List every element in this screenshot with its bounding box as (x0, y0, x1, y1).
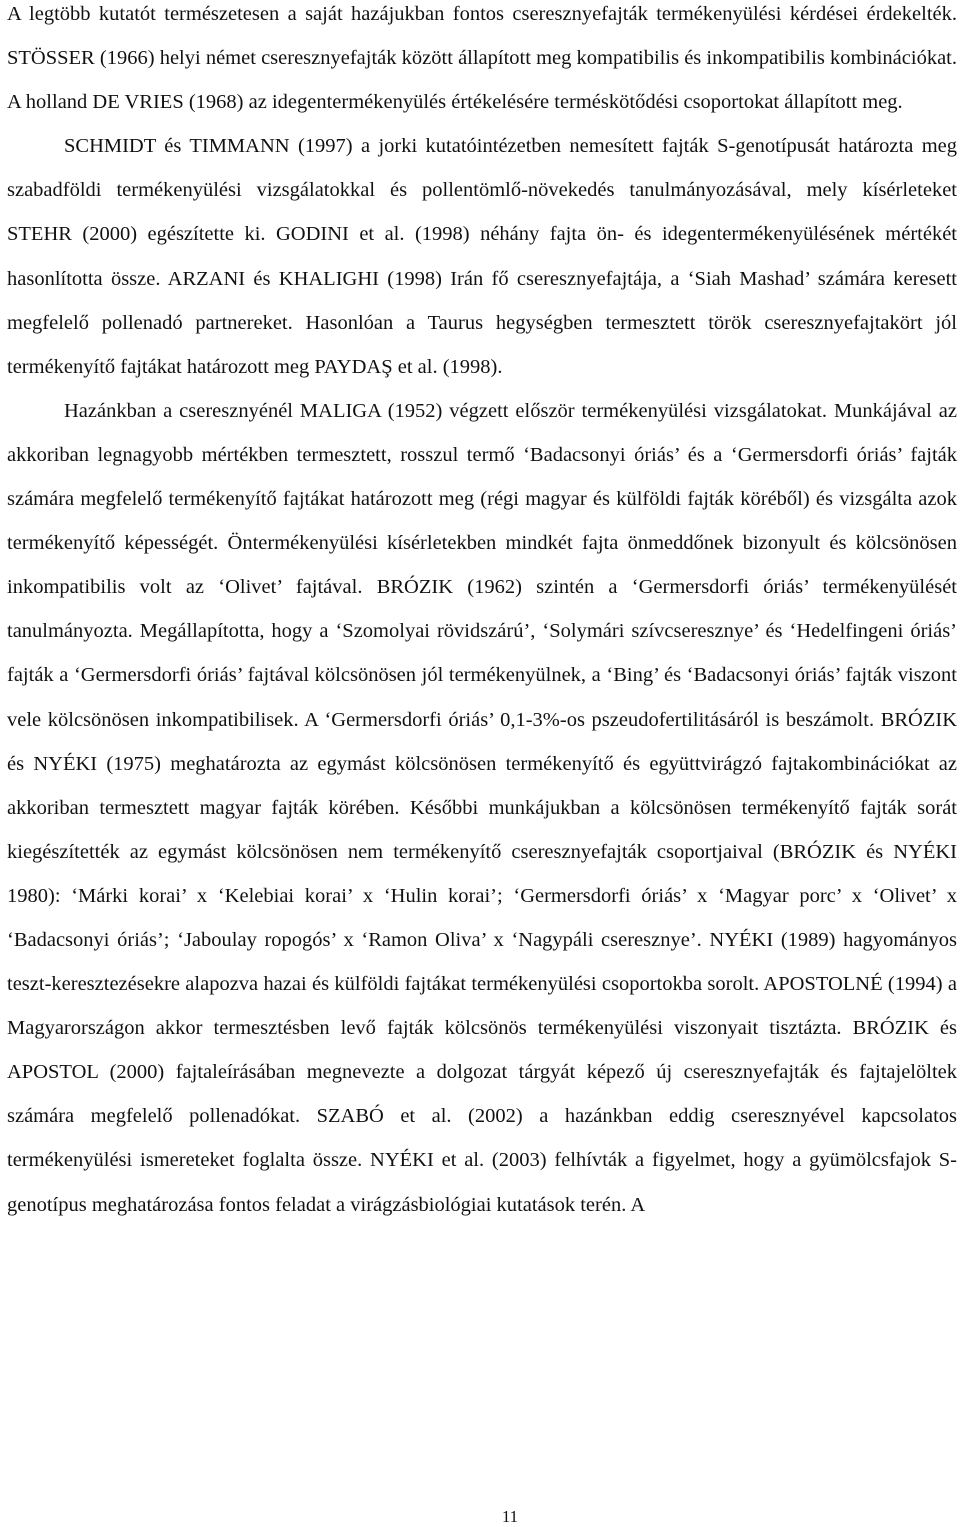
paragraph-hungarian-research: Hazánkban a cseresznyénél MALIGA (1952) végzett először termékenyülési vizsgálatokat. Munkájával az akkoriban legnagyobb mértékben termesztett, rosszul termő ‘Badacsonyi óriás’ és a ‘Germersdorfi óriás’ fajták számára megfelelő termékenyítő fajtákat határozott meg (régi magyar és külföldi fajták köréből) és vizsgálta azok termékenyítő képességét. Öntermékenyülési kísérletekben mindkét fajta önmeddőnek bizonyult és kölcsönösen inkompatibilis volt az ‘Olivet’ fajtával. BRÓZIK (1962) szintén a ‘Germersdorfi óriás’ termékenyülését tanulmányozta. Megállapította, hogy a ‘Szomolyai rövidszárú’, ‘Solymári szívcseresznye’ és ‘Hedelfingeni óriás’ fajták a ‘Germersdorfi óriás’ fajtával kölcsönösen jól termékenyülnek, a ‘Bing’ és ‘Badacsonyi óriás’ fajták viszont vele kölcsönösen inkompatibilisek. A ‘Germersdorfi óriás’ 0,1-3%-os pszeudofertilitásáról is beszámolt. BRÓZIK és NYÉKI (1975) meghatározta az egymást kölcsönösen termékenyítő és együttvirágzó fajtakombinációkat az akkoriban termesztett magyar fajták körében. Későbbi munkájukban a kölcsönösen termékenyítő fajták sorát kiegészítették az egymást kölcsönösen nem termékenyítő cseresznyefajták csoportjaival (BRÓZIK és NYÉKI 1980): ‘Márki korai’ x ‘Kelebiai korai’ x ‘Hulin korai’; ‘Germersdorfi óriás’ x ‘Magyar porc’ x ‘Olivet’ x ‘Badacsonyi óriás’; ‘Jaboulay ropogós’ x ‘Ramon Oliva’ x ‘Nagypáli cseresznye’. NYÉKI (1989) hagyományos teszt-keresztezésekre alapozva hazai és külföldi fajtákat termékenyülési csoportokba sorolt. APOSTOLNÉ (1994) a Magyarországon akkor termesztésben levő fajták kölcsönös termékenyülési viszonyait tisztázta. BRÓZIK és APOSTOL (2000) fajtaleírásában megnevezte a dolgozat tárgyát képező új cseresznyefajták és fajtajelöltek számára megfelelő pollenadókat. SZABÓ et al. (2002) a hazánkban eddig cseresznyével kapcsolatos termékenyülési ismereteket foglalta össze. NYÉKI et al. (2003) felhívták a figyelmet, hogy a gyümölcsfajok S-genotípus meghatározása fontos feladat a virágzásbiológiai kutatások terén. A (7, 399, 957, 1216)
page-number: 11 (501, 1507, 519, 1526)
paragraph-foreign-research: SCHMIDT és TIMMANN (1997) a jorki kutatóintézetben nemesített fajták S-genotípusát határozta meg szabadföldi termékenyülési vizsgálatokkal és pollentömlő-növekedés tanulmányozásával, mely kísérleteket STEHR (2000) egészítette ki. GODINI et al. (1998) néhány fajta ön- és idegentermékenyülésének mértékét hasonlította össze. ARZANI és KHALIGHI (1998) Irán fő cseresznyefajtája, a ‘Siah Mashad’ számára keresett megfelelő pollenadó partnereket. Hasonlóan a Taurus hegységben termesztett török cseresznyefajtakört jól termékenyítő fajtákat határozott meg PAYDAŞ et al. (1998). (7, 135, 957, 378)
paragraph-continued: A legtöbb kutatót természetesen a saját hazájukban fontos cseresznyefajták termékenyülési kérdései érdekelték. STÖSSER (1966) helyi német cseresznyefajták között állapított meg kompatibilis és inkompatibilis kombinációkat. A holland DE VRIES (1968) az idegentermékenyülés értékelésére terméskötődési csoportokat állapított meg. (7, 3, 957, 114)
document-page (7, 0, 957, 1227)
